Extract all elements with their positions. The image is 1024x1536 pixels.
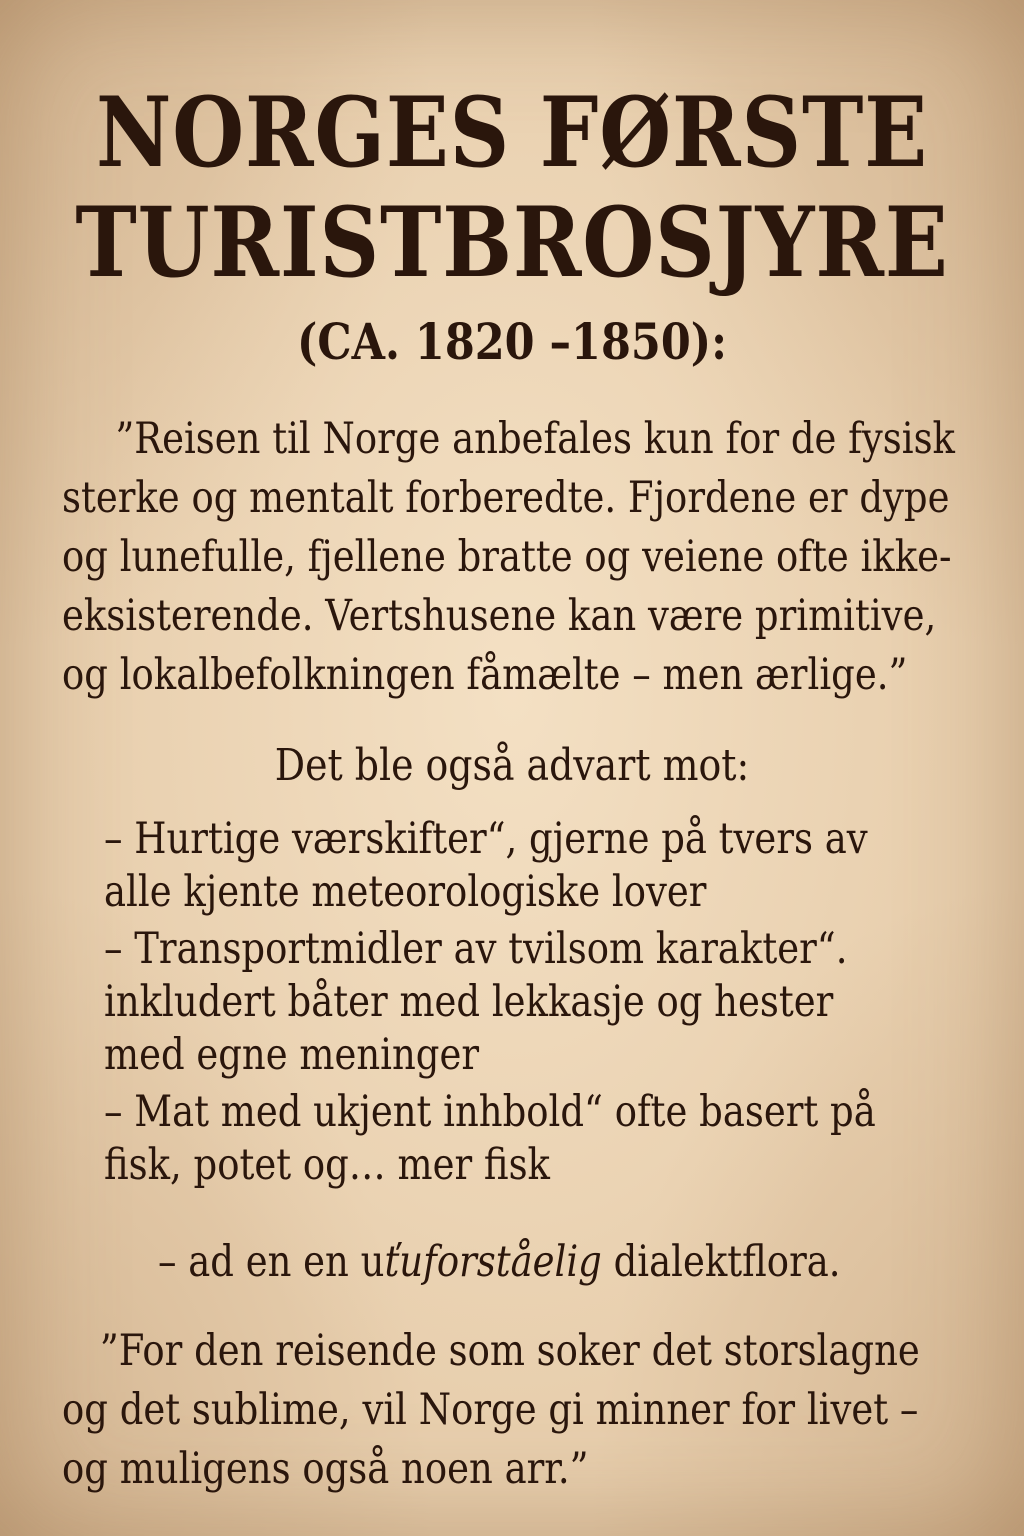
warning-item-weather: – Hurtige værskifter“, gjerne på tvers av alle kjente meteorologiske lover xyxy=(104,814,868,917)
page-title xyxy=(72,78,953,298)
warning-item-dialect xyxy=(158,1234,932,1290)
period-subtitle: (CA. 1820 –1850): xyxy=(297,312,727,371)
warning-dialect-italic: ťuforståelig xyxy=(384,1237,602,1287)
closing-quote: ”For den reisende som soker det storslagne og det sublime, vil Norge gi minner for livet – og muligens også noen arr.” xyxy=(62,1326,920,1494)
title-line-1: NORGES FØRSTE xyxy=(95,76,929,189)
warnings-list xyxy=(104,813,912,1196)
warning-item-food: – Mat med ukjent inhbold“ ofte basert på fisk, potet og… mer fisk xyxy=(104,1087,876,1190)
warning-item-transport: – Transportmidler av tvilsom karakter“. inkludert båter med lekkasje og hester med egne meninger xyxy=(104,924,848,1080)
warning-dialect-prefix: – ad en en u xyxy=(158,1237,385,1287)
warning-dialect-suffix: dialektflora. xyxy=(601,1237,841,1287)
warnings-heading: Det ble også advart mot: xyxy=(274,740,750,791)
intro-quote: ”Reisen til Norge anbefales kun for de fysisk sterke og mentalt forberedte. Fjordene er dype og lunefulle, fjellene bratte og veiene ofte ikke-eksisterende. Vertshusene kan være primitive, og lokalbefolkningen fåmælte – men ærlige.” xyxy=(62,414,955,700)
title-line-2: TURISTBROSJYRE xyxy=(75,186,949,299)
